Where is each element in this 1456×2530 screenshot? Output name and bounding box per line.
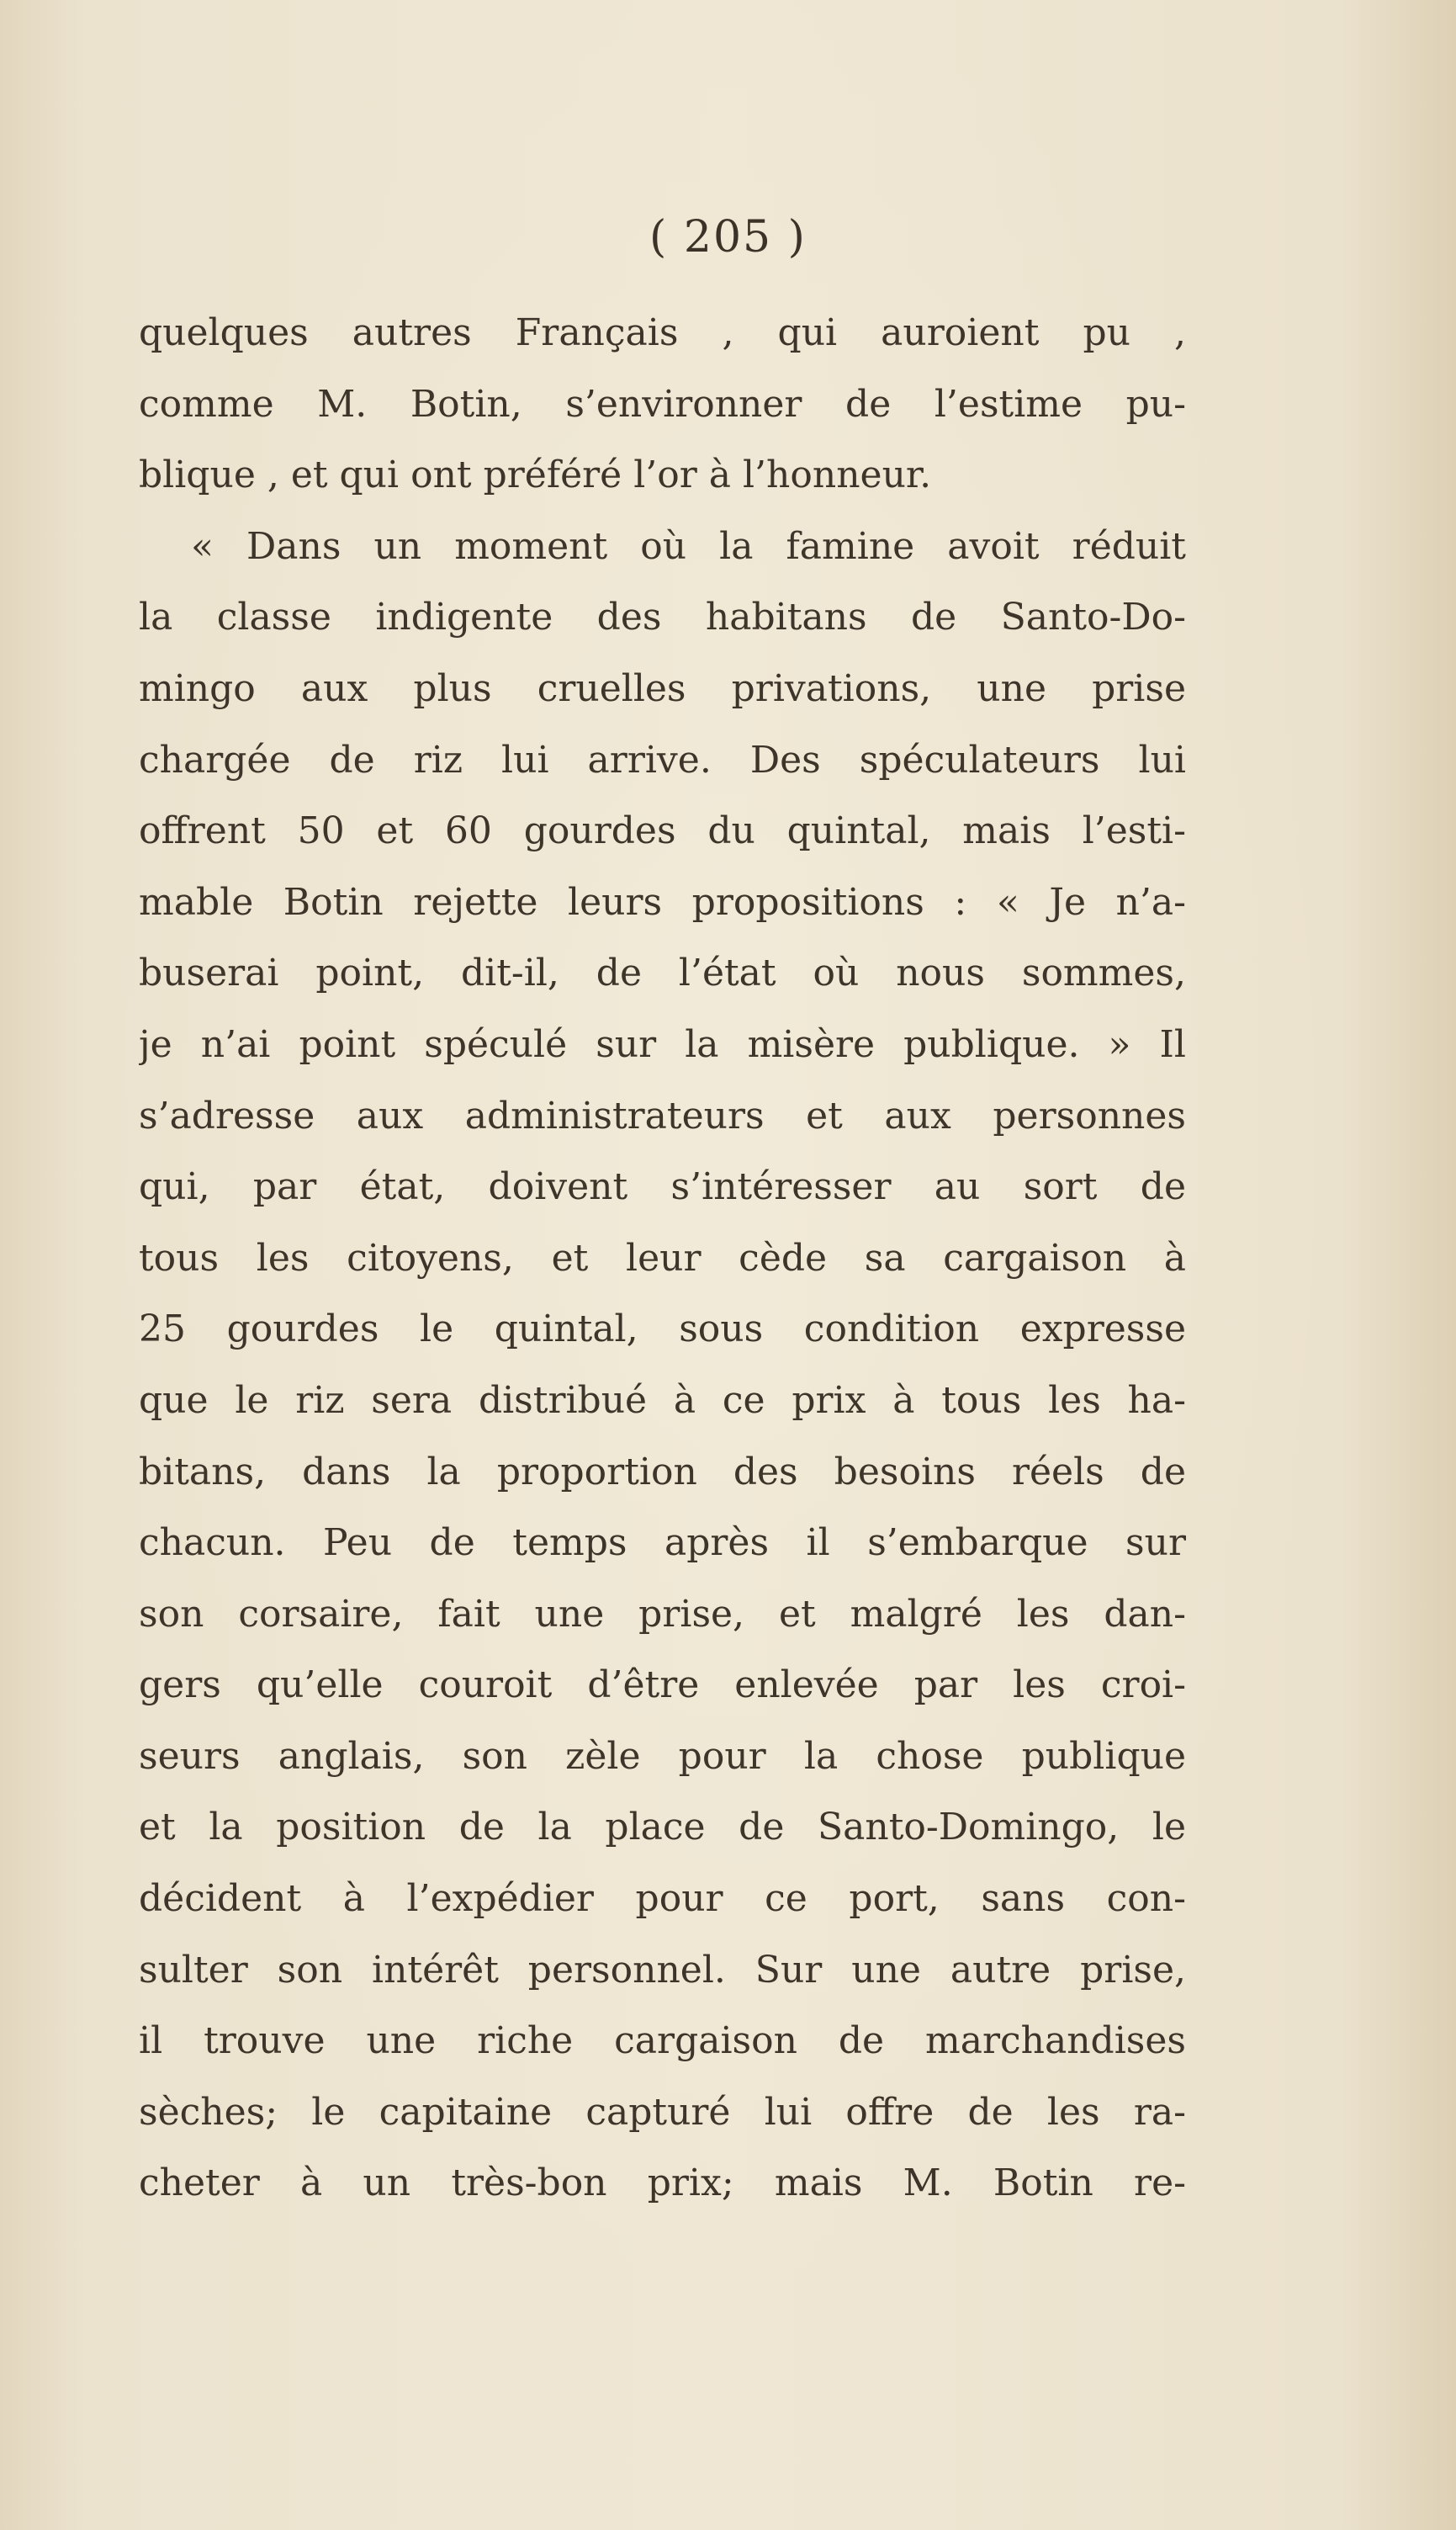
body-text xyxy=(139,298,1186,2220)
text-line: sèches; le capitaine capturé lui offre de les ra- xyxy=(139,2090,1186,2134)
text-line: je n’ai point spéculé sur la misère publique. » Il xyxy=(139,1022,1186,1066)
text-line: la classe indigente des habitans de Santo-Do- xyxy=(139,596,1186,639)
text-line: cheter à un très-bon prix; mais M. Botin re- xyxy=(139,2161,1186,2205)
text-line: tous les citoyens, et leur cède sa cargaison à xyxy=(139,1236,1186,1280)
text-line: chacun. Peu de temps après il s’embarque sur xyxy=(139,1521,1186,1565)
text-line: chargée de riz lui arrive. Des spéculateurs lui xyxy=(139,738,1186,782)
text-line: offrent 50 et 60 gourdes du quintal, mais l’esti- xyxy=(139,809,1186,853)
text-line: blique , et qui ont préféré l’or à l’honneur. xyxy=(139,453,932,497)
text-line: décident à l’expédier pour ce port, sans con- xyxy=(139,1877,1186,1921)
text-line: que le riz sera distribué à ce prix à tous les ha- xyxy=(139,1378,1186,1422)
text-line: mable Botin rejette leurs propositions : « Je n’a- xyxy=(139,880,1186,924)
text-line: 25 gourdes le quintal, sous condition expresse xyxy=(139,1307,1186,1351)
text-line: s’adresse aux administrateurs et aux personnes xyxy=(139,1094,1186,1138)
paragraph-start-line: « Dans un moment où la famine avoit réduit xyxy=(191,524,1186,568)
page-number: ( 205 ) xyxy=(649,212,807,263)
text-line: et la position de la place de Santo-Domingo, le xyxy=(139,1806,1186,1849)
text-line: bitans, dans la proportion des besoins réels de xyxy=(139,1450,1186,1493)
text-line: quelques autres Français , qui auroient pu , xyxy=(139,311,1186,354)
text-line: son corsaire, fait une prise, et malgré les dan- xyxy=(139,1592,1186,1636)
text-line: il trouve une riche cargaison de marchandises xyxy=(139,2019,1186,2063)
text-line: sulter son intérêt personnel. Sur une autre prise, xyxy=(139,1948,1186,1992)
text-line: comme M. Botin, s’environner de l’estime pu- xyxy=(139,382,1186,426)
text-line: gers qu’elle couroit d’être enlevée par les croi- xyxy=(139,1663,1186,1707)
text-line: mingo aux plus cruelles privations, une prise xyxy=(139,666,1186,710)
text-line: buserai point, dit-il, de l’état où nous sommes, xyxy=(139,952,1186,995)
text-line: qui, par état, doivent s’intéresser au sort de xyxy=(139,1165,1186,1209)
text-line: seurs anglais, son zèle pour la chose publique xyxy=(139,1734,1186,1778)
